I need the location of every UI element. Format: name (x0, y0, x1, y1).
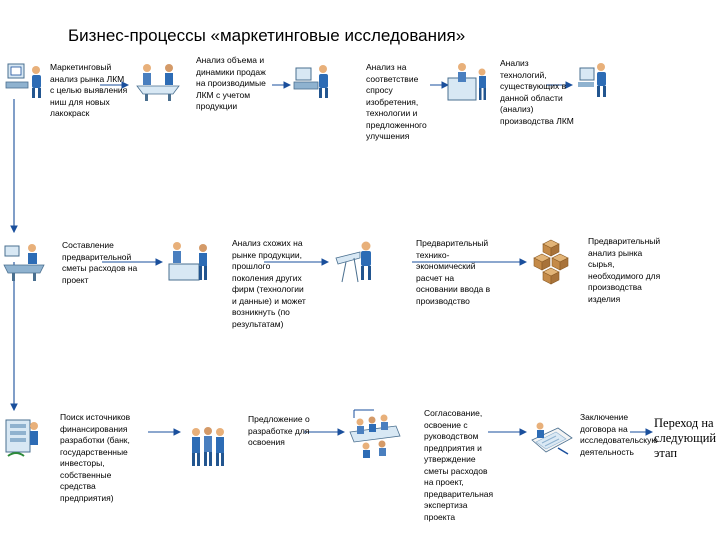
computer-user-icon (292, 60, 334, 100)
group-meeting-icon (2, 240, 46, 282)
step-6-text: Составление предварительной сметы расходов на проект (62, 240, 138, 285)
step-3-text: Анализ на соответствие спросу изобретения, технологии и предложенного улучшения (366, 62, 427, 141)
step-1-text: Маркетинговый анализ рынка ЛКМ с целью выявления ниш для новых лакокраск (50, 62, 128, 118)
team-icon (186, 424, 230, 468)
signing-documents-icon (528, 418, 574, 462)
computer-user-icon (4, 60, 46, 100)
conference-icon (346, 408, 402, 460)
step-2-text: Анализ объема и динамики продаж на производимые ЛКМ с учетом продукции (196, 55, 266, 111)
step-13-text: Заключение договора на исследовательскую деятельность (580, 412, 658, 457)
presenter-icon (446, 60, 490, 102)
drafting-table-icon (334, 238, 378, 284)
page-title: Бизнес-процессы «маркетинговые исследования» (68, 26, 466, 45)
group-meeting-icon (165, 238, 215, 282)
boxes-icon (528, 238, 574, 286)
step-11-text: Предложение о разработке для освоения (248, 414, 310, 447)
step-12-text: Согласование, освоение с руководством предприятия и утверждение сметы расходов на проект, предварительная экспертиза проекта (424, 408, 494, 522)
step-10-text: Поиск источников финансирования разработки (банк, государственные инвесторы, собственные средства предприятия) (60, 412, 131, 503)
money-transfer-icon (2, 416, 42, 460)
next-stage-label: Переход на следующий этап (654, 416, 717, 460)
step-9-text: Предварительный анализ рынка сырья, необходимого для производства изделия (588, 236, 661, 304)
computer-user-icon (576, 60, 610, 98)
step-7-text: Анализ схожих на рынке продукции, прошлого поколения других фирм (технологии и данные) и может возникнуть (по результатам) (232, 238, 306, 329)
step-4-text: Анализ технологий, существующих в данной области (анализ) производства ЛКМ (500, 58, 574, 126)
group-meeting-icon (133, 60, 183, 102)
step-8-text: Предварительный технико-экономический расчет на основании ввода в производство (416, 238, 491, 306)
